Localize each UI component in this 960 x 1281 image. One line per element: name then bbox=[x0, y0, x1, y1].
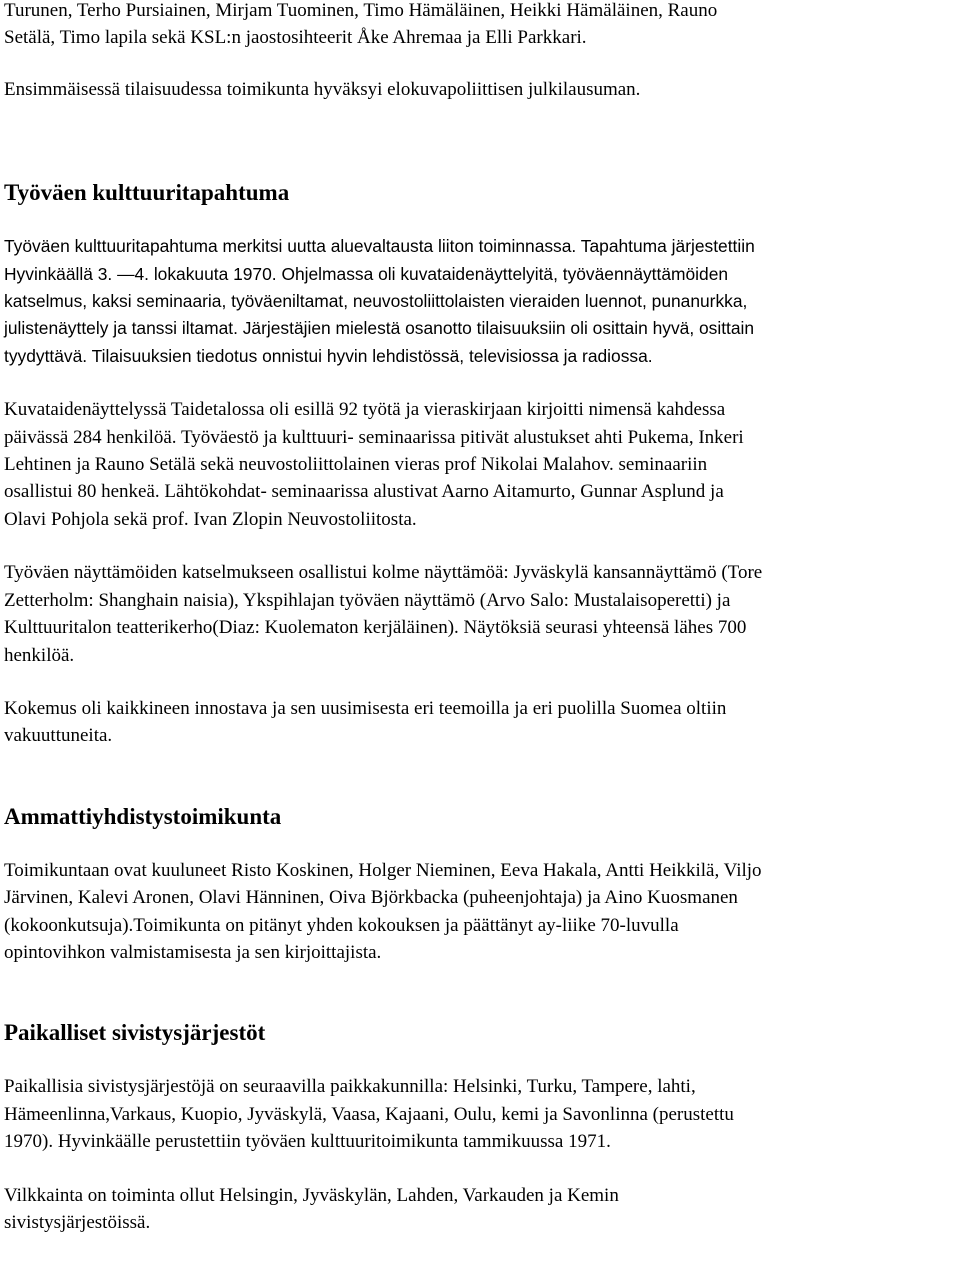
text-line: Kokemus oli kaikkineen innostava ja sen uusimisesta eri teemoilla ja eri puolilla Suomea oltiin bbox=[4, 697, 727, 719]
text-line: julistenäyttely ja tanssi iltamat. Järjestäjien mielestä osanotto tilaisuuksiin oli osittain hyvä, osittain bbox=[4, 318, 755, 339]
text-line: Zetterholm: Shanghain naisia), Ykspihlajan työväen näyttämö (Arvo Salo: Mustalaisoperetti) ja bbox=[4, 589, 731, 611]
text-line: Kulttuuritalon teatterikerho(Diaz: Kuolematon kerjäläinen). Näytöksiä seurasi yhteensä lähes 700 bbox=[4, 617, 747, 639]
text-line: Vilkkainta on toiminta ollut Helsingin, Jyväskylän, Lahden, Varkauden ja Kemin bbox=[4, 1184, 619, 1206]
text-line: Lehtinen ja Rauno Setälä sekä neuvostoliittolainen vieras prof Nikolai Malahov. seminaariin bbox=[4, 454, 708, 476]
intro-line-1: Turunen, Terho Pursiainen, Mirjam Tuominen, Timo Hämäläinen, Heikki Hämäläinen, Rauno bbox=[4, 0, 718, 21]
text-line: Työväen näyttämöiden katselmukseen osallistui kolme näyttämöä: Jyväskylä kansannäyttämö (Tore bbox=[4, 562, 763, 584]
text-line: 1970). Hyvinkäälle perustettiin työväen kulttuuritoimikunta tammikuussa 1971. bbox=[4, 1131, 611, 1153]
sivistysjarjestot-paragraph-2 bbox=[4, 1182, 960, 1237]
intro-line-3: Ensimmäisessä tilaisuudessa toimikunta hyväksyi elokuvapoliittisen julkilausuman. bbox=[4, 78, 641, 100]
section-heading-ammattiyhdistystoimikunta: Ammattiyhdistystoimikunta bbox=[4, 803, 282, 829]
text-line: katselmus, kaksi seminaaria, työväeniltamat, neuvostoliittolaisten vieraiden luennot, punanurkka, bbox=[4, 291, 748, 312]
text-line: henkilöä. bbox=[4, 644, 75, 666]
section-heading-paikalliset-sivistysjarjestot: Paikalliset sivistysjärjestöt bbox=[4, 1020, 266, 1046]
sivistysjarjestot-paragraph-1 bbox=[4, 1073, 960, 1155]
text-line: Olavi Pohjola sekä prof. Ivan Zlopin Neuvostoliitosta. bbox=[4, 508, 417, 530]
text-line: tyydyttävä. Tilaisuuksien tiedotus onnistui hyvin lehdistössä, televisiossa ja radiossa. bbox=[4, 345, 653, 366]
text-line: Hyvinkäällä 3. —4. lokakuuta 1970. Ohjelmassa oli kuvataidenäyttelyitä, työväennäyttämöiden bbox=[4, 263, 729, 284]
text-line: Hämeenlinna,Varkaus, Kuopio, Jyväskylä, Vaasa, Kajaani, Oulu, kemi ja Savonlinna (perustettu bbox=[4, 1103, 734, 1125]
text-line: Toimikuntaan ovat kuuluneet Risto Koskinen, Holger Nieminen, Eeva Hakala, Antti Heikkilä, Viljo bbox=[4, 859, 762, 881]
text-line: Kuvataidenäyttelyssä Taidetalossa oli esillä 92 työtä ja vieraskirjaan kirjoitti nimensä kahdessa bbox=[4, 399, 726, 421]
intro-paragraph bbox=[4, 0, 960, 103]
text-line: Työväen kulttuuritapahtuma merkitsi uutta aluevaltausta liiton toiminnassa. Tapahtuma järjestettiin bbox=[4, 236, 755, 257]
ammattiyhdistystoimikunta-paragraph bbox=[4, 857, 960, 967]
intro-line-2: Setälä, Timo lapila sekä KSL:n jaostosihteerit Åke Ahremaa ja Elli Parkkari. bbox=[4, 27, 587, 49]
kulttuuritapahtuma-paragraph-4 bbox=[4, 695, 960, 750]
section-heading-tyovaen-kulttuuritapahtuma: Työväen kulttuuritapahtuma bbox=[4, 180, 290, 206]
kulttuuritapahtuma-paragraph-3 bbox=[4, 559, 960, 669]
text-line: vakuuttuneita. bbox=[4, 725, 113, 747]
kulttuuritapahtuma-paragraph-1 bbox=[4, 233, 960, 370]
text-line: osallistui 80 henkeä. Lähtökohdat- seminaarissa alustivat Aarno Aitamurto, Gunnar Asplund ja bbox=[4, 481, 724, 503]
text-line: Järvinen, Kalevi Aronen, Olavi Hänninen, Oiva Björkbacka (puheenjohtaja) ja Aino Kuosmanen bbox=[4, 887, 738, 909]
text-line: (kokoonkutsuja).Toimikunta on pitänyt yhden kokouksen ja päättänyt ay-liike 70-luvulla bbox=[4, 914, 679, 936]
document-page bbox=[4, 0, 960, 1236]
text-line: opintovihkon valmistamisesta ja sen kirjoittajista. bbox=[4, 941, 382, 963]
text-line: päivässä 284 henkilöä. Työväestö ja kulttuuri- seminaarissa pitivät alustukset ahti Pukema, Inkeri bbox=[4, 426, 744, 448]
text-line: Paikallisia sivistysjärjestöjä on seuraavilla paikkakunnilla: Helsinki, Turku, Tampere, lahti, bbox=[4, 1076, 696, 1098]
kulttuuritapahtuma-paragraph-2 bbox=[4, 396, 960, 533]
text-line: sivistysjärjestöissä. bbox=[4, 1211, 151, 1233]
